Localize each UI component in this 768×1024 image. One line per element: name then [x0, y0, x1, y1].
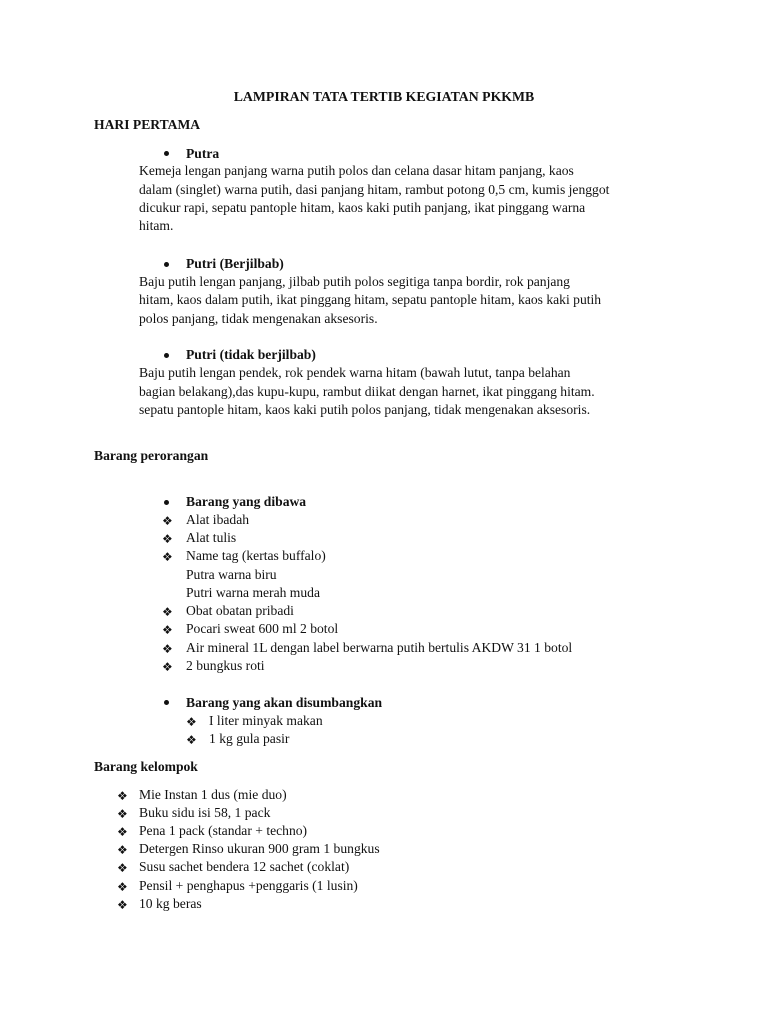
putri-tidak-line: bagian belakang),das kupu-kupu, rambut diikat dengan harnet, ikat pinggang hitam. [139, 384, 595, 399]
putra-line: dalam (singlet) warna putih, dasi panjang hitam, rambut potong 0,5 cm, kumis jenggot [139, 182, 610, 197]
list-item: Susu sachet bendera 12 sachet (coklat) [139, 859, 350, 874]
diamond-bullet-icon: ❖ [162, 623, 173, 637]
list-item: Obat obatan pribadi [186, 603, 294, 618]
list-item: Alat ibadah [186, 512, 250, 527]
bullet-icon [164, 151, 169, 156]
diamond-bullet-icon: ❖ [117, 807, 128, 821]
putri-berjilbab-line: Baju putih lengan panjang, jilbab putih polos segitiga tanpa bordir, rok panjang [139, 274, 570, 289]
section-barang-kelompok: Barang kelompok [94, 759, 198, 774]
list-item: Mie Instan 1 dus (mie duo) [139, 787, 287, 802]
putri-tidak-line: sepatu pantople hitam, kaos kaki putih polos panjang, tidak mengenakan aksesoris. [139, 402, 591, 417]
diamond-bullet-icon: ❖ [117, 789, 128, 803]
diamond-bullet-icon: ❖ [162, 642, 173, 656]
list-item: Name tag (kertas buffalo) [186, 548, 326, 563]
diamond-bullet-icon: ❖ [186, 715, 197, 729]
diamond-bullet-icon: ❖ [117, 861, 128, 875]
list-item: 2 bungkus roti [186, 658, 265, 673]
list-item: Pensil + penghapus +penggaris (1 lusin) [139, 878, 358, 893]
page-title: LAMPIRAN TATA TERTIB KEGIATAN PKKMB [233, 89, 535, 104]
diamond-bullet-icon: ❖ [117, 880, 128, 894]
section-barang-perorangan: Barang perorangan [94, 448, 209, 463]
list-item: Buku sidu isi 58, 1 pack [139, 805, 271, 820]
diamond-bullet-icon: ❖ [162, 605, 173, 619]
list-subitem: Putri warna merah muda [186, 585, 321, 600]
bullet-icon [164, 353, 169, 358]
list-item: Detergen Rinso ukuran 900 gram 1 bungkus [139, 841, 380, 856]
diamond-bullet-icon: ❖ [162, 550, 173, 564]
putra-line: hitam. [139, 218, 174, 233]
list-subitem: Putra warna biru [186, 567, 277, 582]
section-hari-pertama: HARI PERTAMA [94, 117, 201, 132]
putri-tidak-line: Baju putih lengan pendek, rok pendek warna hitam (bawah lutut, tanpa belahan [139, 365, 571, 380]
list-item: Pena 1 pack (standar + techno) [139, 823, 308, 838]
list-item: Air mineral 1L dengan label berwarna putih bertulis AKDW 31 1 botol [186, 640, 573, 655]
diamond-bullet-icon: ❖ [186, 733, 197, 747]
putri-berjilbab-heading: Putri (Berjilbab) [186, 256, 284, 271]
barang-dibawa-heading: Barang yang dibawa [186, 494, 307, 509]
barang-sumbang-heading: Barang yang akan disumbangkan [186, 695, 383, 710]
list-item: I liter minyak makan [209, 713, 323, 728]
diamond-bullet-icon: ❖ [162, 514, 173, 528]
putra-line: dicukur rapi, sepatu pantople hitam, kaos kaki putih panjang, ikat pinggang warna [139, 200, 586, 215]
diamond-bullet-icon: ❖ [117, 898, 128, 912]
diamond-bullet-icon: ❖ [117, 825, 128, 839]
bullet-icon [164, 500, 169, 505]
list-item: 1 kg gula pasir [209, 731, 290, 746]
diamond-bullet-icon: ❖ [162, 532, 173, 546]
bullet-icon [164, 700, 169, 705]
list-item: Pocari sweat 600 ml 2 botol [186, 621, 339, 636]
bullet-icon [164, 262, 169, 267]
putri-berjilbab-line: polos panjang, tidak mengenakan aksesoris. [139, 311, 378, 326]
list-item: 10 kg beras [139, 896, 202, 911]
putri-berjilbab-line: hitam, kaos dalam putih, ikat pinggang hitam, sepatu pantople hitam, kaos kaki putih [139, 292, 602, 307]
list-item: Alat tulis [186, 530, 237, 545]
putra-line: Kemeja lengan panjang warna putih polos dan celana dasar hitam panjang, kaos [139, 163, 574, 178]
diamond-bullet-icon: ❖ [117, 843, 128, 857]
diamond-bullet-icon: ❖ [162, 660, 173, 674]
putra-heading: Putra [186, 146, 220, 161]
putri-tidak-heading: Putri (tidak berjilbab) [186, 347, 316, 362]
